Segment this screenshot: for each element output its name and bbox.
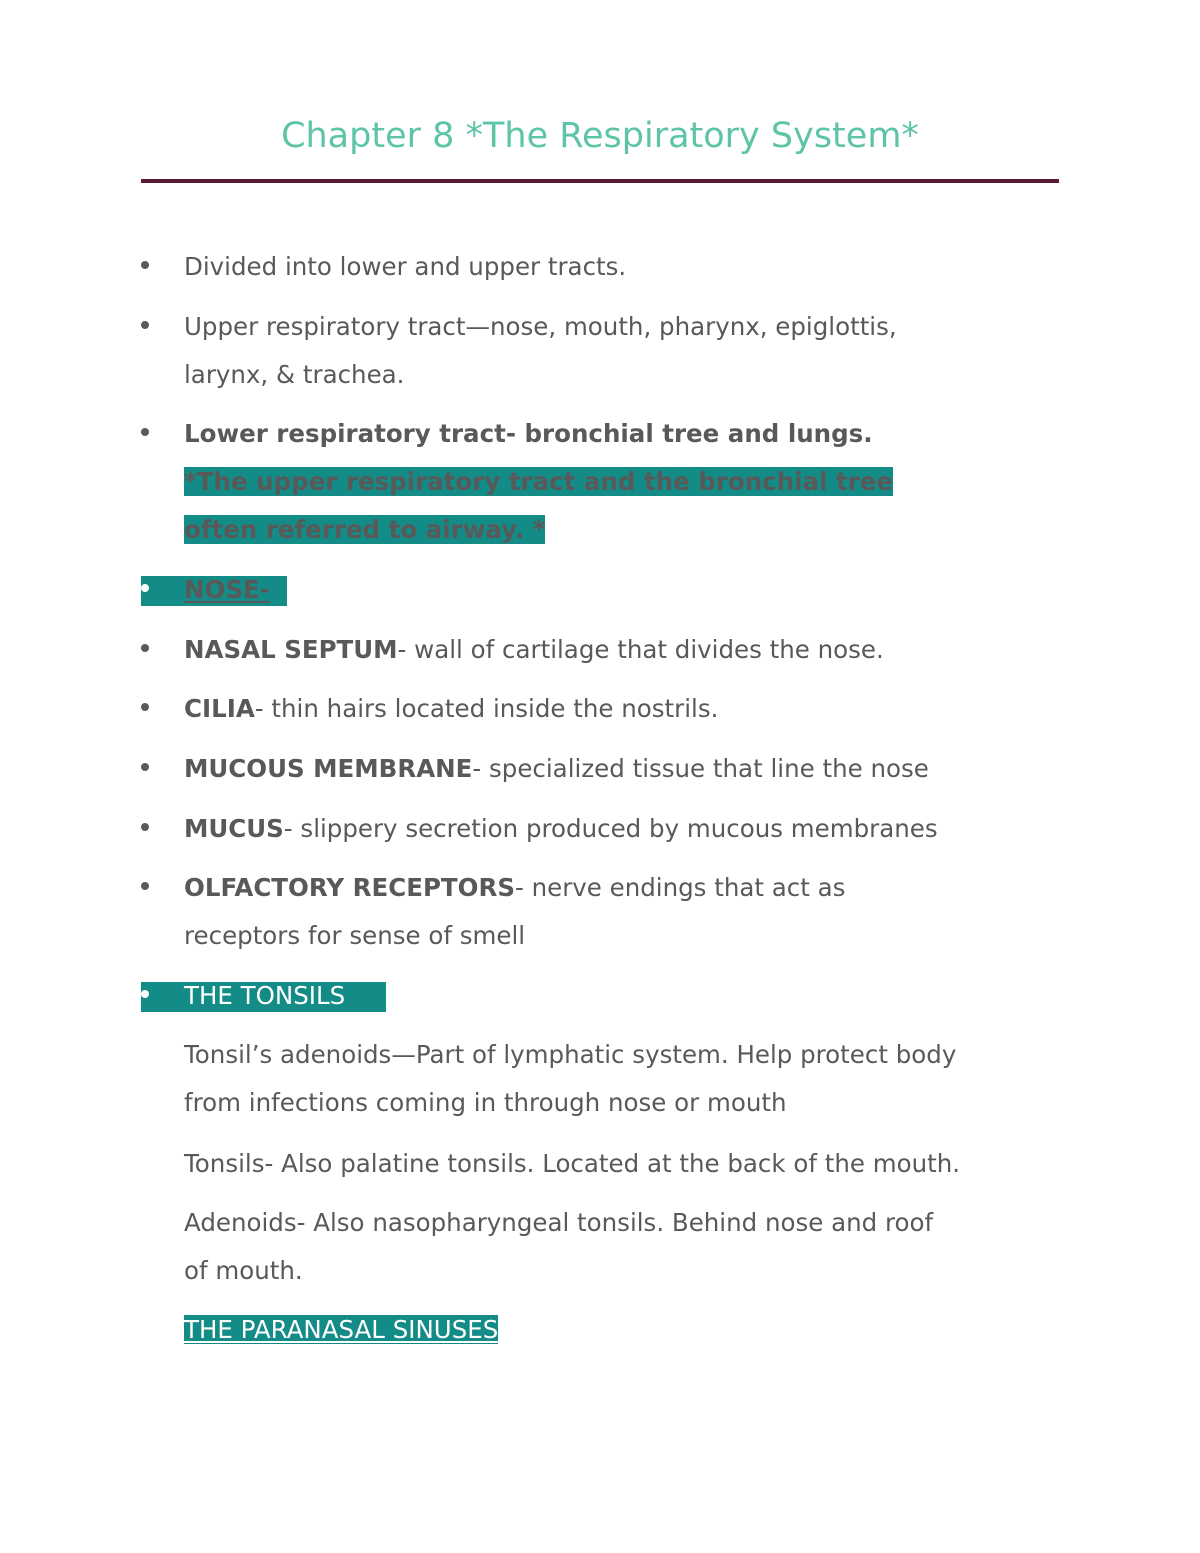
tonsils-paragraph-1-line1: Tonsil’s adenoids—Part of lymphatic system. Help protect body (184, 1040, 957, 1069)
term-nasal-septum (184, 626, 1064, 674)
term-label: OLFACTORY RECEPTORS (184, 873, 515, 902)
term-cilia (184, 685, 1064, 733)
section-heading-nose (184, 566, 1064, 614)
bullet-icon (141, 644, 153, 656)
term-definition: - wall of cartilage that divides the nose. (397, 635, 884, 664)
page-title: Chapter 8 *The Respiratory System* (281, 116, 919, 156)
bullet-icon (141, 882, 153, 894)
sinuses-heading-text: THE PARANASAL SINUSES (184, 1315, 499, 1344)
tonsils-paragraph-3-line1: Adenoids- Also nasopharyngeal tonsils. Behind nose and roof (184, 1208, 934, 1237)
airway-note-highlight: often referred to airway. * (184, 515, 546, 544)
bullet-icon (141, 703, 153, 715)
bullet-icon (141, 428, 153, 440)
term-label: CILIA (184, 694, 255, 723)
term-mucous-membrane (184, 745, 1064, 793)
term-label: MUCUS (184, 814, 284, 843)
term-definition: - specialized tissue that line the nose (472, 754, 929, 783)
term-label: MUCOUS MEMBRANE (184, 754, 473, 783)
term-olfactory-receptors (184, 864, 1064, 912)
bullet-icon (141, 321, 153, 333)
term-definition: - slippery secretion produced by mucous membranes (283, 814, 938, 843)
bullet-icon (141, 990, 153, 1002)
term-definition: - nerve endings that act as (514, 873, 846, 902)
airway-note-highlight: *The upper respiratory tract and the bronchial tree (184, 467, 893, 496)
airway-note-line1 (184, 458, 1064, 506)
tonsils-paragraph-3-line2: of mouth. (184, 1256, 303, 1285)
bullet-upper-tract-continuation: larynx, & trachea. (184, 360, 405, 389)
section-heading-paranasal-sinuses (184, 1306, 1064, 1354)
term-olfactory-continuation: receptors for sense of smell (184, 921, 526, 950)
term-mucus (184, 805, 1064, 853)
bullet-divided-tracts: Divided into lower and upper tracts. (184, 252, 627, 281)
term-definition: - thin hairs located inside the nostrils. (254, 694, 719, 723)
bullet-icon (141, 584, 153, 596)
tonsils-paragraph-2: Tonsils- Also palatine tonsils. Located at the back of the mouth. (184, 1149, 961, 1178)
bullet-lower-tract: Lower respiratory tract- bronchial tree and lungs. (184, 419, 873, 448)
section-heading-tonsils: THE TONSILS (184, 981, 346, 1010)
bullet-icon (141, 823, 153, 835)
term-label: NASAL SEPTUM (184, 635, 398, 664)
nose-heading-text: NOSE- (184, 575, 270, 604)
tonsils-paragraph-1-line2: from infections coming in through nose or mouth (184, 1088, 787, 1117)
bullet-icon (141, 763, 153, 775)
bullet-upper-tract: Upper respiratory tract—nose, mouth, pharynx, epiglottis, (184, 312, 897, 341)
airway-note-line2 (184, 506, 1064, 554)
title-divider (141, 179, 1059, 183)
bullet-icon (141, 261, 153, 273)
